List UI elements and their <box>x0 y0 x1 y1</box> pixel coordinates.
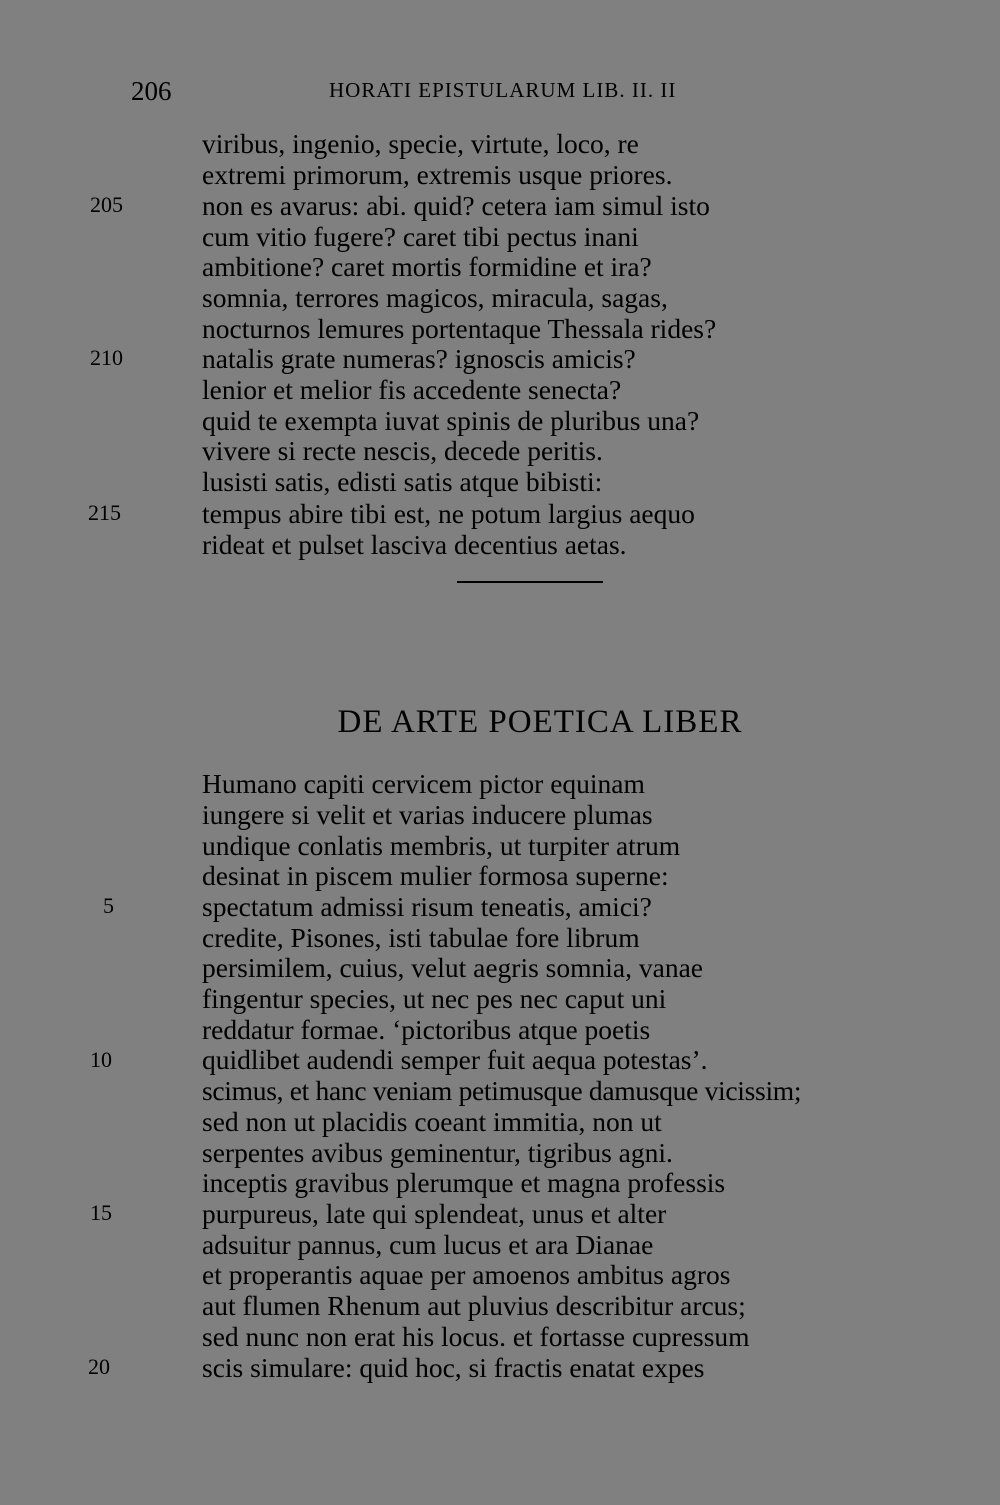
verse-line: ambitione? caret mortis formidine et ira? <box>202 251 652 282</box>
verse-line: scis simulare: quid hoc, si fractis enatat expes <box>202 1352 705 1383</box>
verse-line: Humano capiti cervicem pictor equinam <box>202 768 645 799</box>
verse-line: purpureus, late qui splendeat, unus et alter <box>202 1198 667 1229</box>
verse-line: vivere si recte nescis, decede peritis. <box>202 435 603 466</box>
section-divider <box>457 581 603 583</box>
verse-line: adsuitur pannus, cum lucus et ara Dianae <box>202 1229 654 1260</box>
verse-line: sed non ut placidis coeant immitia, non ut <box>202 1106 662 1137</box>
verse-line: sed nunc non erat his locus. et fortasse cupressum <box>202 1321 750 1352</box>
verse-line: fingentur species, ut nec pes nec caput uni <box>202 983 667 1014</box>
verse-line: serpentes avibus geminentur, tigribus agni. <box>202 1137 673 1168</box>
verse-line: aut flumen Rhenum aut pluvius describitur arcus; <box>202 1290 746 1321</box>
verse-line: iungere si velit et varias inducere plumas <box>202 799 653 830</box>
verse-line: viribus, ingenio, specie, virtute, loco, re <box>202 128 639 159</box>
verse-line: lusisti satis, edisti satis atque bibisti: <box>202 466 603 497</box>
verse-line: persimilem, cuius, velut aegris somnia, vanae <box>202 952 703 983</box>
line-number: 10 <box>90 1047 112 1072</box>
verse-line: quid te exempta iuvat spinis de pluribus una? <box>202 405 700 436</box>
line-number: 5 <box>103 893 114 918</box>
line-number: 205 <box>90 192 123 217</box>
verse-line: et properantis aquae per amoenos ambitus agros <box>202 1259 731 1290</box>
verse-line: undique conlatis membris, ut turpiter atrum <box>202 830 681 861</box>
line-number: 20 <box>88 1354 110 1379</box>
verse-line: rideat et pulset lasciva decentius aetas. <box>202 529 627 560</box>
line-number: 15 <box>90 1200 112 1225</box>
line-number: 215 <box>88 500 121 525</box>
verse-line: scimus, et hanc veniam petimusque damusque vicissim; <box>202 1075 802 1106</box>
verse-line: credite, Pisones, isti tabulae fore librum <box>202 922 640 953</box>
verse-line: non es avarus: abi. quid? cetera iam simul isto <box>202 190 710 221</box>
running-head: HORATI EPISTULARUM LIB. II. II <box>329 78 677 102</box>
section-title: DE ARTE POETICA LIBER <box>337 704 743 740</box>
verse-line: reddatur formae. ‘pictoribus atque poetis <box>202 1014 651 1045</box>
line-number: 210 <box>90 345 123 370</box>
verse-line: quidlibet audendi semper fuit aequa potestas’. <box>202 1044 708 1075</box>
verse-line: spectatum admissi risum teneatis, amici? <box>202 891 652 922</box>
verse-line: nocturnos lemures portentaque Thessala rides? <box>202 313 717 344</box>
verse-line: cum vitio fugere? caret tibi pectus inani <box>202 221 639 252</box>
verse-line: extremi primorum, extremis usque priores. <box>202 159 673 190</box>
page-number: 206 <box>131 76 172 106</box>
verse-line: tempus abire tibi est, ne potum largius aequo <box>202 498 695 529</box>
verse-line: somnia, terrores magicos, miracula, sagas, <box>202 282 668 313</box>
verse-line: inceptis gravibus plerumque et magna professis <box>202 1167 726 1198</box>
verse-line: desinat in piscem mulier formosa superne: <box>202 860 669 891</box>
verse-line: natalis grate numeras? ignoscis amicis? <box>202 343 636 374</box>
verse-line: lenior et melior fis accedente senecta? <box>202 374 622 405</box>
